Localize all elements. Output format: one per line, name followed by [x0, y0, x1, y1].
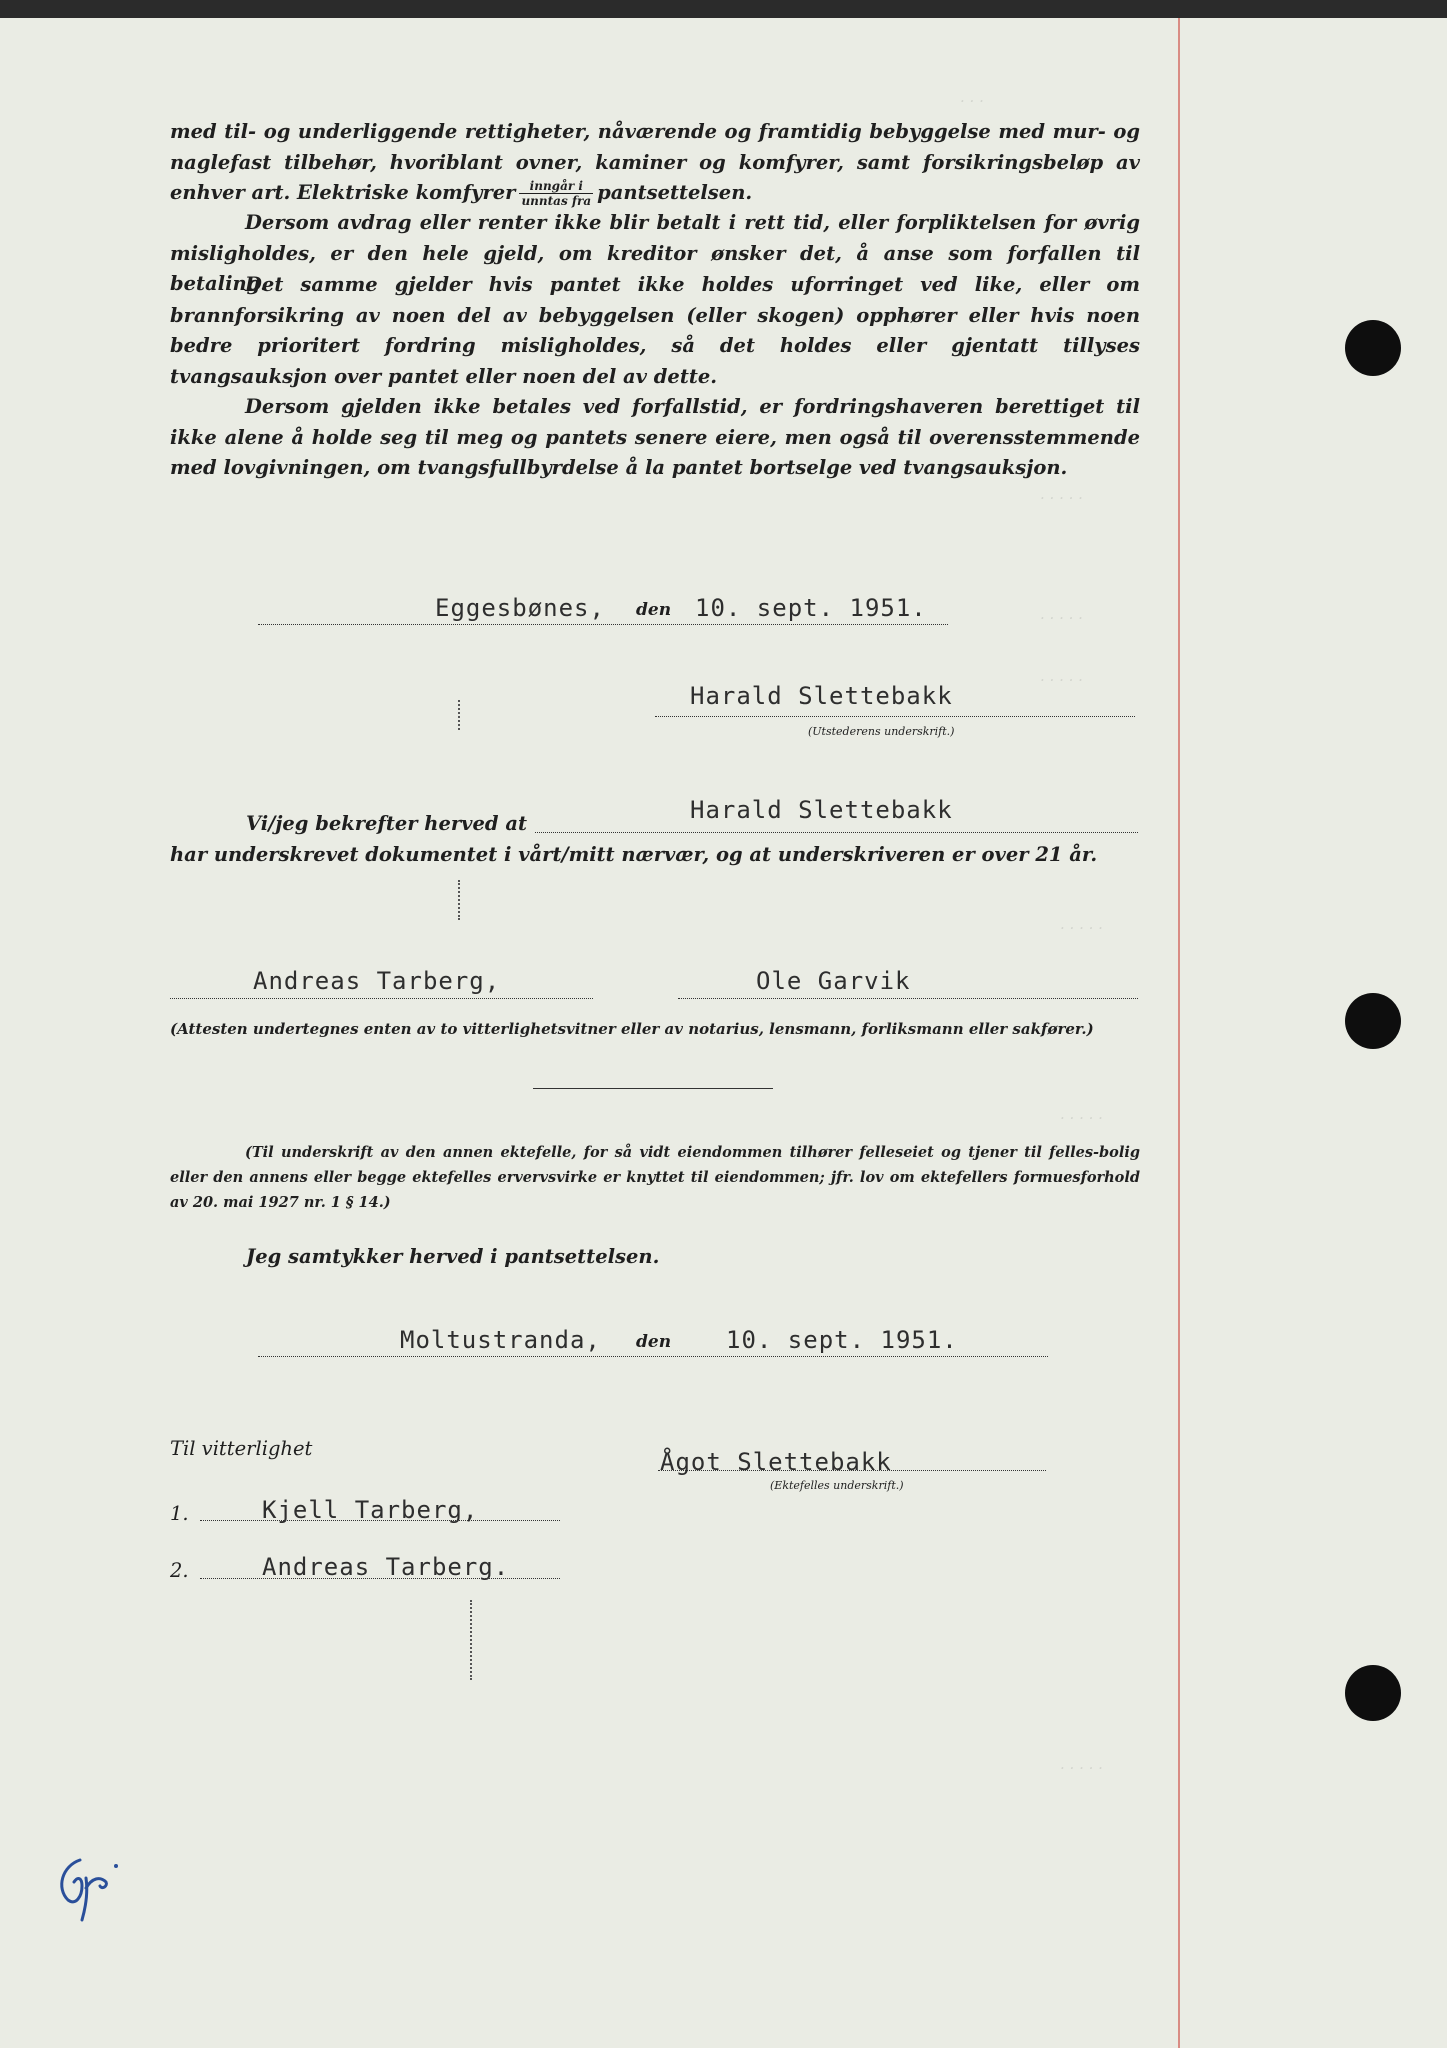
witness-left: Andreas Tarberg, — [253, 967, 501, 995]
witness-2-name: Andreas Tarberg. — [262, 1553, 510, 1581]
handwritten-initials-mark — [52, 1848, 162, 1928]
confirm-name: Harald Slettebakk — [690, 796, 953, 824]
paragraph-same-applies: Det samme gjelder hvis pantet ikke holdes uforringet ved like, eller om brannforsikring av noen del av bebyggelsen (eller skogen) opphører eller hvis noen bedre prioritert fordring misligholdes, så det holdes eller gjentatt tillyses tvangsauksjon over pantet eller noen del av dette. — [170, 273, 1140, 388]
margin-rule — [1178, 18, 1180, 2048]
confirm-line1: Vi/jeg bekrefter herved at — [246, 812, 527, 835]
issuer-date: 10. sept. 1951. — [695, 594, 927, 622]
witness-1-number: 1. — [170, 1502, 189, 1525]
punch-hole-top — [1345, 320, 1401, 376]
document-page: · · · . . . . . . . . . . . . . . . . . . . . . . . . . . . . . . med til- og underliggende rettigheter, nåværende og framtidig bebyggelse med mur- og naglefast tilbehør, hvoriblant ovner, kaminer og komfyrer, samt forsikringsbeløp av enhver art. Elektriske komfyrer $\frac{\text{inngår i}}{\text{unntas fra}}$ pantsettelsen. Dersom avdrag eller renter ikke blir betalt i rett tid, eller forpliktelsen for øvrig misligholdes, er den hele gjeld, om kreditor ønsker det, å anse som forfallen til betaling. Det samme gjelder hvis pantet ikke holdes uforringet ved like, eller om brannforsikring av noen del av bebyggelsen (eller skogen) opphører eller hvis noen bedre prioritert fordring misligholdes, så det holdes eller gjentatt tillyses tvangsauksjon over pantet eller noen del av dette. Dersom gjelden ikke betales ved forfallstid, er fordringshaveren berettiget til ikke alene å holde seg til meg og pantets senere eiere, men også til overensstemmende med lovgivningen, om tvangsfullbyrdelse å la pantet bortselge ved tvangsauksjon. Eggesbønes, den 10. sept. 1951. Harald Slettebakk (Utstederens underskrift.) Vi/jeg bekrefter herved at Harald Slettebakk har underskrevet dokumentet i vårt/mitt nærvær, og at underskriveren er over 21 år. Andreas Tarberg, Ole Garvik (Attesten undertegnes enten av to vitterlighetsvitner eller av notarius, lensmann, forliksmann eller sakfører.) (Til underskrift av den annen ektefelle, for så vidt eiendommen tilhører felleseiet og tjener til felles-bolig eller den annens eller begge ektefelles ervervsvirke er knyttet til eiendommen; jfr. lov om ektefellers formuesforhold av 20. mai 1927 nr. 1 § 14.) Jeg samtykker herved i pantsettelsen. Moltustranda, den 10. sept. 1951. Til vitterlighet Ågot Slettebakk (Ektefelles underskrift.) 1. Kjell Tarberg, 2. Andreas Tarberg. — [0, 0, 1447, 2048]
spouse-note: (Til underskrift av den annen ektefelle, for så vidt eiendommen tilhører felleseiet og tjener til felles-bolig eller den annens eller begge ektefelles ervervsvirke er knyttet til eiendommen; jfr. lov om ektefellers formuesforhold av 20. mai 1927 nr. 1 § 14.) — [170, 1144, 1140, 1211]
scan-top-edge — [0, 0, 1447, 18]
fraction-choice: $\frac{\text{inngår i}}{\text{unntas fra}}$ — [521, 179, 592, 208]
spouse-place: Moltustranda, — [400, 1326, 601, 1354]
spouse-signature-caption: (Ektefelles underskrift.) — [770, 1479, 904, 1492]
spouse-signature: Ågot Slettebakk — [660, 1448, 892, 1476]
den-label: den — [636, 600, 672, 620]
witness-right: Ole Garvik — [756, 967, 911, 995]
punch-hole-middle — [1345, 993, 1401, 1049]
issuer-signature: Harald Slettebakk — [690, 682, 953, 710]
paragraph-default: Dersom avdrag eller renter ikke blir betalt i rett tid, eller forpliktelsen for øvrig misligholdes, er den hele gjeld, om kreditor ønsker det, å anse som forfallen til betaling. — [170, 211, 1140, 295]
confirm-line2: har underskrevet dokumentet i vårt/mitt nærvær, og at underskriveren er over 21 år. — [170, 843, 1098, 866]
witness-note: (Attesten undertegnes enten av to vitterlighetsvitner eller av notarius, lensmann, forliksmann eller sakfører.) — [170, 1020, 1094, 1038]
paragraph-foreclosure: Dersom gjelden ikke betales ved forfallstid, er fordringshaveren berettiget til ikke alene å holde seg til meg og pantets senere eiere, men også til overensstemmende med lovgivningen, om tvangsfullbyrdelse å la pantet bortselge ved tvangsauksjon. — [170, 395, 1140, 479]
witness-2-number: 2. — [170, 1559, 189, 1582]
issuer-place: Eggesbønes, — [435, 594, 605, 622]
punch-hole-bottom — [1345, 1665, 1401, 1721]
til-vitterlighet: Til vitterlighet — [170, 1437, 313, 1460]
witness-1-name: Kjell Tarberg, — [262, 1496, 479, 1524]
paragraph-property: med til- og underliggende rettigheter, nåværende og framtidig bebyggelse med mur- og naglefast tilbehør, hvoriblant ovner, kaminer og komfyrer, samt forsikringsbeløp av enhver art. Elektriske komfyrer $\frac{\text{inngår i}}{\text{unntas fra}}$ pantsettelsen. — [170, 120, 1140, 208]
spouse-den-label: den — [636, 1332, 672, 1352]
consent-text: Jeg samtykker herved i pantsettelsen. — [246, 1245, 660, 1268]
separator — [533, 1088, 773, 1089]
spouse-date: 10. sept. 1951. — [726, 1326, 958, 1354]
issuer-signature-caption: (Utstederens underskrift.) — [808, 725, 955, 738]
